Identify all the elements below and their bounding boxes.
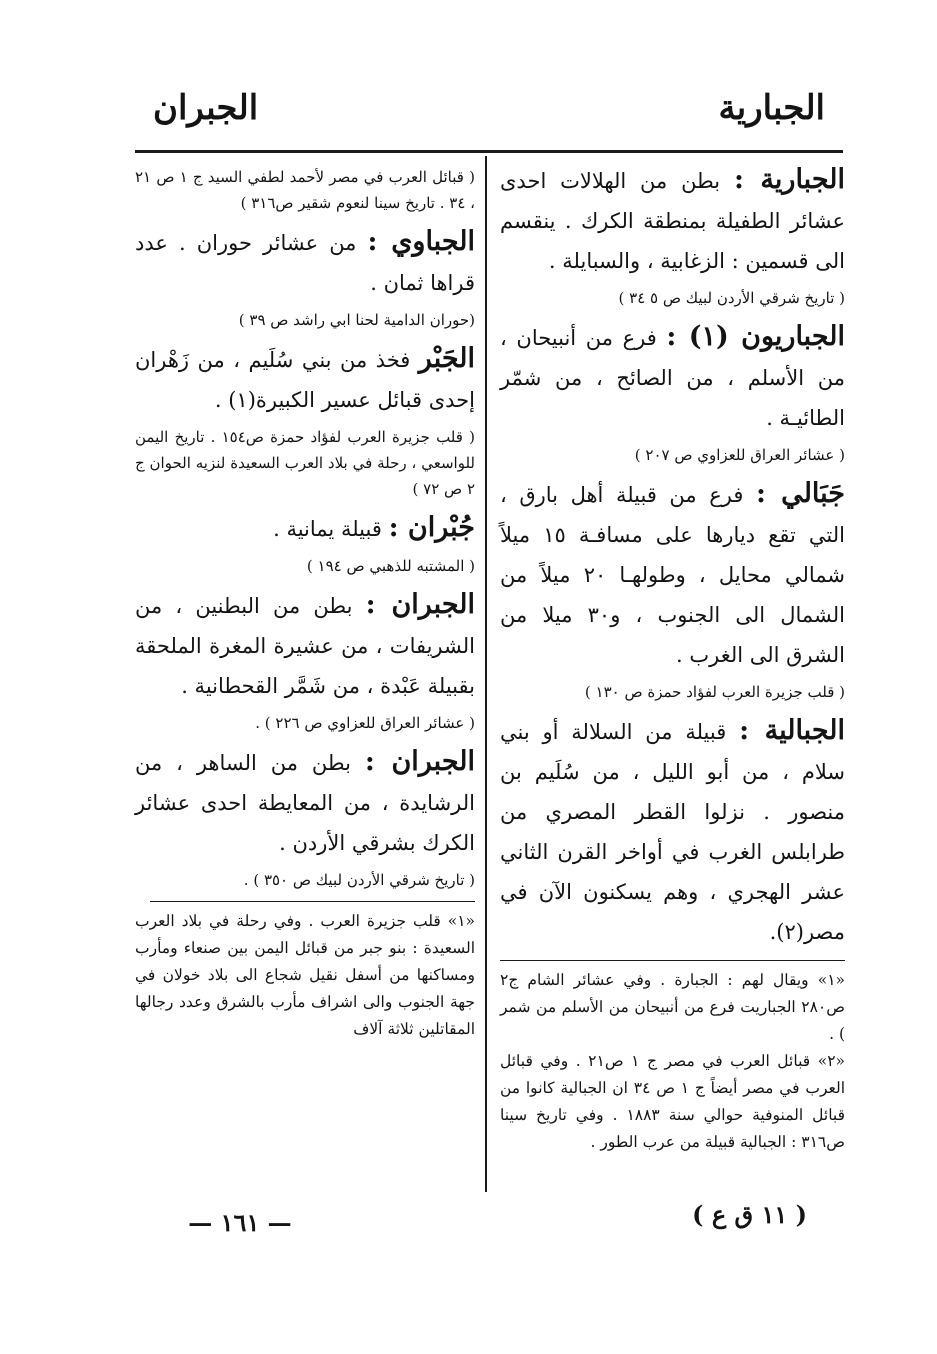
column-divider [485,156,487,1192]
page-header [135,88,825,148]
entry-source: (حوران الدامية لحنا ابي راشد ص ٣٩ ) [238,311,475,329]
running-header-left: الجبران [153,88,259,128]
entry-head: الجباريون (١) : [666,321,845,352]
entry-head: الجباوي : [367,226,475,257]
running-header-right: الجبارية [718,88,825,128]
entry-text: فخذ من بني سُلَيم ، من زَهْران إحدى قبائل عسير الكبيرة(١) . [135,348,475,412]
footnote-rule [150,901,475,902]
entry [500,317,845,438]
entry-head: الجبران : [365,589,475,620]
entry-source: ( قلب جزيرة العرب لفؤاد حمزة ص ١٣٠ ) [584,683,845,701]
entry-head: الجَبْر [418,343,475,374]
footnote: «٢» قبائل العرب في مصر ج ١ ص٢١ . وفي قبائل العرب في مصر أيضاً ج ١ ص ٣٤ ان الجبالية كانوا من قبائل المنوفية حوالي سنة ١٨٨٣ . وفي تاريخ سينا ص٣١٦ : الجبالية قبيلة من عرب الطور . [500,1052,846,1151]
entry-text: بطن من الهلالات احدى عشائر الطفيلة بمنطقة الكرك . ينقسم الى قسمين : الزغابية ، والسبايلة . [500,169,845,273]
entry-text: قبيلة من السلالة أو بني سلام ، من أبو الليل ، من سُلَيم بن منصور . نزلوا القطر المصري من طرابلس الغرب في أواخر القرن الثاني عشر الهجري ، وهم يسكنون الآن في مصر(٢). [500,720,845,944]
entry-text: من عشائر حوران . عدد قراها ثمان . [135,231,475,295]
entry [135,222,475,303]
entry-source: ( قلب جزيرة العرب لفؤاد حمزة ص١٥٤ . تاريخ اليمن للواسعي ، رحلة في بلاد العرب السعيدة لنزيه الحوان ج ٢ ص ٧٢ ) [135,428,475,498]
entry-head: جَبَالي : [755,478,845,509]
entry-source: ( تاريخ شرقي الأردن لبيك ص ٥ ٣٤ ) [618,289,845,307]
entry [500,474,845,675]
entry-head: جُبْران : [388,512,475,543]
entry-text: بطن من الساهر ، من الرشايدة ، من المعايطة احدى عشائر الكرك بشرقي الأردن . [135,751,475,855]
entry-source: ( المشتبه للذهبي ص ١٩٤ ) [306,557,475,575]
header-rule [135,150,843,153]
entry-text: بطن من البطنين ، من الشريفات ، من عشيرة المغرة الملحقة بقبيلة عَبْدة ، من شَمَّر القحطانية . [135,594,475,698]
entry-head: الجبارية : [733,164,845,195]
footnote-rule [500,960,845,961]
right-column [500,160,845,1156]
entry [135,339,475,420]
entry [135,742,475,863]
entry [500,711,845,952]
entry-source: ( عشائر العراق للعزاوي ص ٢٠٧ ) [634,446,845,464]
entry-source: ( تاريخ شرقي الأردن لبيك ص ٣٥٠ ) . [243,871,475,889]
entry [135,585,475,706]
footnote: «١» ويقال لهم : الجبارة . وفي عشائر الشام ج٢ ص٢٨٠ الجباريت فرع من أنبيحان من الأسلم من شمر ) . [500,971,845,1043]
signature-mark: ( ١١ ق ع ) [692,1200,807,1229]
entry-source: ( عشائر العراق للعزاوي ص ٢٢٦ ) . [255,714,475,732]
continued-source: ( قبائل العرب في مصر لأحمد لطفي السيد ج ١ ص ٢١ ، ٣٤ . تاريخ سينا لنعوم شقير ص٣١٦ ) [135,168,475,212]
entry [135,508,475,549]
footnote: «١» قلب جزيرة العرب . وفي رحلة في بلاد العرب السعيدة : بنو جبر من قبائل اليمن بين صنعاء ومأرب ومساكنها من أسفل نقيل شجاع الى بلاد خولان في جهة الجنوب والى اشراف مأرب بالشرق وعدد رجالها المقاتلين ثلاثة آلاف [135,912,475,1038]
entry-head: الجبران : [364,746,475,777]
page-number: — ١٦١ — [188,1208,292,1237]
entry-text: فرع من قبيلة أهل بارق ، التي تقع ديارها على مسافـة ١٥ ميلاً شمالي محايل ، وطولهـا ٢٠ ميلاً من الشمال الى الجنوب ، و٣٠ ميلا من الشرق الى الغرب . [500,483,845,667]
entry [500,160,845,281]
entry-head: الجبالية : [739,715,845,746]
entry-text: فرع من أنبيحان ، من الأسلم ، من الصائح ، من شمّر الطائيـة . [500,326,845,430]
left-column [135,160,475,1043]
entry-text: قبيلة يمانية . [273,517,382,541]
